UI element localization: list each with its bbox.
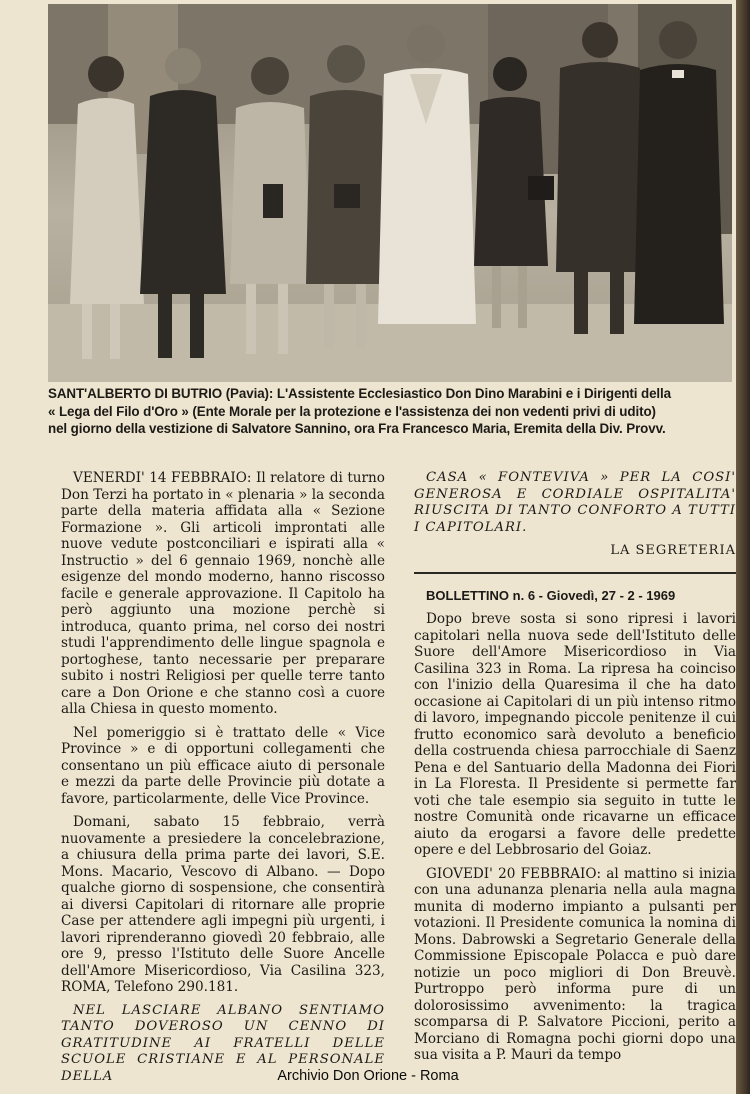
left-column [61,470,385,1092]
caption-line: « Lega del Filo d'Oro » (Ente Morale per la protezione e l'assistenza dei non vedenti privi di udito) [48,403,656,419]
paragraph-tomorrow: Domani, sabato 15 febbraio, verrà nuovamente a presiedere la concelebrazione, a chiusura della prima parte dei lavori, S.E. Mons. Macario, Vescovo di Albano. — Dopo qualche giorno di sospensione, che consentirà ai diversi Capitolari di ritornare alle proprie Case per attendere agli impegni più urgenti, i lavori riprenderanno giovedì 20 febbraio, alle ore 9, presso l'Istituto delle Suore Ancelle dell'Amore Misericordioso, Via Casilina 323, ROMA, Telefono 290.181. [61,814,385,995]
paragraph-feb20: GIOVEDI' 20 FEBBRAIO: al mattino si inizia con una adunanza plenaria nella aula magna munita di moderno impianto a pulsanti per votazioni. Il Presidente comunica la nomina di Mons. Dabrowski a Segretario Generale della Commissione Episcopale Polacca e può dare notizie un poco migliori di Don Breuvè. Purtroppo però informa pure di un dolorosissimo avvenimento: la tragica scomparsa di P. Salvatore Piccioni, perito a Morciano di Romagna pochi giorni dopo una sua visita a P. Mauri da tempo [414,865,736,1063]
section-divider [414,572,736,574]
group-photo-icon [48,4,732,382]
paragraph-gratitude: NEL LASCIARE ALBANO SENTIAMO TANTO DOVEROSO UN CENNO DI GRATITUDINE AI FRATELLI DELLE SCUOLE CRISTIANE E AL PERSONALE DELLA [61,1002,385,1084]
group-photo [48,4,732,382]
paragraph-gratitude-cont: CASA « FONTEVIVA » PER LA COSI' GENEROSA E CORDIALE OSPITALITA' RIUSCITA DI TANTO CONFORTO A TUTTI I CAPITOLARI. [414,470,736,535]
paragraph-feb14: VENERDI' 14 FEBBRAIO: Il relatore di turno Don Terzi ha portato in « plenaria » la seconda parte della materia affidata alla « Sezione Formazione ». Gli articoli improntati alle nuove vedute postconciliari e ispirati alla « Instructio » del 6 gennaio 1969, nonchè alle esigenze del mondo moderno, hanno riscosso facile e generale approvazione. Il Capitolo ha però aggiunto una mozione perchè si introduca, quanto prima, nel corso dei nostri studi l'apprendimento delle lingue spagnola e portoghese, tanto necessarie per preparare subito i nostri Religiosi per quelle terre tanto care a Don Orione e che stanno così a cuore alla Chiesa in questo momento. [61,470,385,717]
paragraph-afternoon: Nel pomeriggio si è trattato delle « Vice Province » e di opportuni collegamenti che consentano un più efficace aiuto di personale e mezzi da parte delle Provincie più dotate a favore, particolarmente, delle Vice Province. [61,724,385,807]
binding-edge [736,0,750,1094]
right-column [414,470,736,1071]
caption-line: SANT'ALBERTO DI BUTRIO (Pavia): L'Assistente Ecclesiastico Don Dino Marabini e i Dirigenti della [48,386,672,401]
signature: LA SEGRETERIA [610,543,736,558]
archive-footer: Archivio Don Orione - Roma [277,1068,459,1084]
caption-line: nel giorno della vestizione di Salvatore Sannino, ora Fra Francesco Maria, Eremita della Div. Provv. [48,421,666,436]
photo-caption [48,385,738,438]
paragraph-resumption: Dopo breve sosta si sono ripresi i lavori capitolari nella nuova sede dell'Istituto delle Suore dell'Amore Misericordioso in Via Casilina 323 in Roma. La ripresa ha coinciso con l'inizio della Quaresima il che ha dato occasione ai Capitolari di un più intenso ritmo di lavoro, impegnando piccole penitenze il cui frutto economico sarà devoluto a beneficio della costruenda chiesa parrocchiale di Saenz Pena e del Santuario della Madonna dei Fiori in La Floresta. Il Presidente si permette far voti che tale esempio sia seguito in tutte le nostre Comunità onde ricavarne un efficace aiuto da erogarsi a favore delle predette opere e del Lebbrosario del Goiaz. [414,611,736,858]
bulletin-heading: BOLLETTINO n. 6 - Giovedì, 27 - 2 - 1969 [426,587,676,603]
